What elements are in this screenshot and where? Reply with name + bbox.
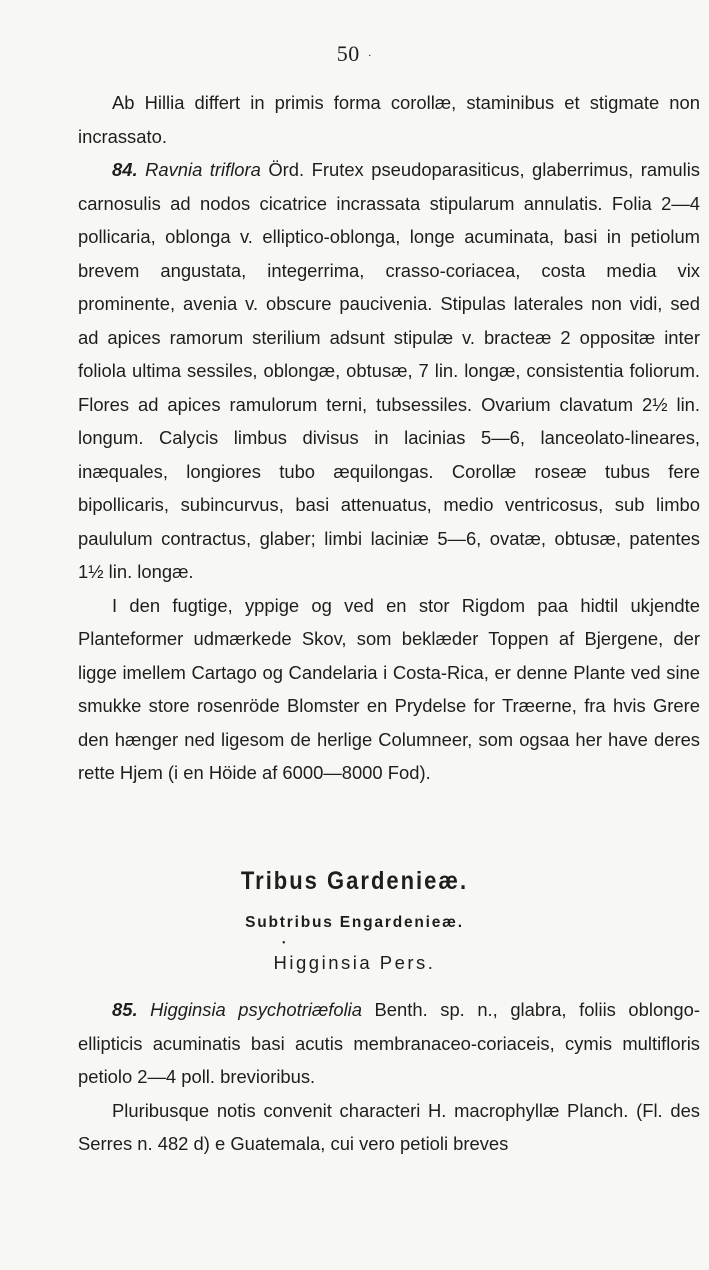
page-number	[0, 41, 709, 67]
species-name: Ravnia triflora	[145, 159, 261, 180]
species-number: 84.	[112, 159, 138, 180]
species-description: Benth. sp. n., glabra, foliis oblongo-ellipticis acuminatis basi acutis membranaceo-coriaceis, cymis multifloris petiolo 2—4 poll. brevioribus.	[78, 999, 700, 1087]
paragraph-higginsia-notes: Pluribusque notis convenit characteri H. macrophyllæ Planch. (Fl. des Serres n. 482 d) e Guatemala, cui vero petioli breves	[78, 1099, 700, 1154]
species-number: 85.	[112, 999, 138, 1020]
genus-heading: Higginsia Pers.	[273, 952, 436, 973]
species-description: Örd. Frutex pseudoparasiticus, glaberrimus, ramulis carnosulis ad nodos cicatrice incrassata stipularum annulatis. Folia 2—4 pollicaria, oblonga v. elliptico-oblonga, longe acuminata, basi in petiolum brevem angustata, integerrima, crasso-coriacea, costa media vix prominente, avenia v. obscure paucivenia. Stipulas laterales non vidi, sed ad apices ramorum sterilium adsunt stipulæ v. bracteæ 2 oppositæ inter foliola ultima sessiles, oblongæ, obtusæ, 7 lin. longæ, consistentia foliorum. Flores ad apices ramulorum terni, tubsessiles. Ovarium clavatum 2½ lin. longum. Calycis limbus divisus in lacinias 5—6, lanceolato-lineares, inæquales, longiores tubo æquilongas. Corollæ roseæ tubus fere bipollicaris, subincurvus, basi attenuatus, medio ventricosus, sub limbo paululum contractus, glaber; limbi laciniæ 5—6, ovatæ, obtusæ, patentes 1½ lin. longæ.	[78, 159, 700, 582]
species-name: Higginsia psychotriæfolia	[150, 999, 362, 1020]
print-speck: •	[282, 938, 286, 949]
page-number-value: 50	[336, 41, 360, 66]
subtribus-heading: Subtribus Engardenieæ.	[245, 914, 464, 931]
paragraph-ravnia-description	[78, 153, 700, 589]
paragraph-higginsia-description	[78, 993, 700, 1094]
paragraph-danish-habitat: I den fugtige, yppige og ved en stor Rigdom paa hidtil ukjendte Planteformer udmærkede Skov, som beklæder Toppen af Bjergene, der ligge imellem Cartago og Candelaria i Costa-Rica, er denne Plante ved sine smukke store rosenröde Blomster en Prydelse for Træerne, fra hvis Grere den hænger ned ligesom de herlige Columneer, som ogsaa her have deres rette Hjem (i en Höide af 6000—8000 Fod).	[78, 594, 700, 783]
page-number-mark: ·	[367, 48, 373, 63]
text-block-lower	[78, 993, 700, 1161]
text-block-upper	[78, 86, 700, 790]
tribus-heading: Tribus Gardenieæ.	[240, 866, 469, 895]
paragraph-hillia: Ab Hillia differt in primis forma corollæ, staminibus et stigmate non incrassato.	[78, 92, 700, 147]
